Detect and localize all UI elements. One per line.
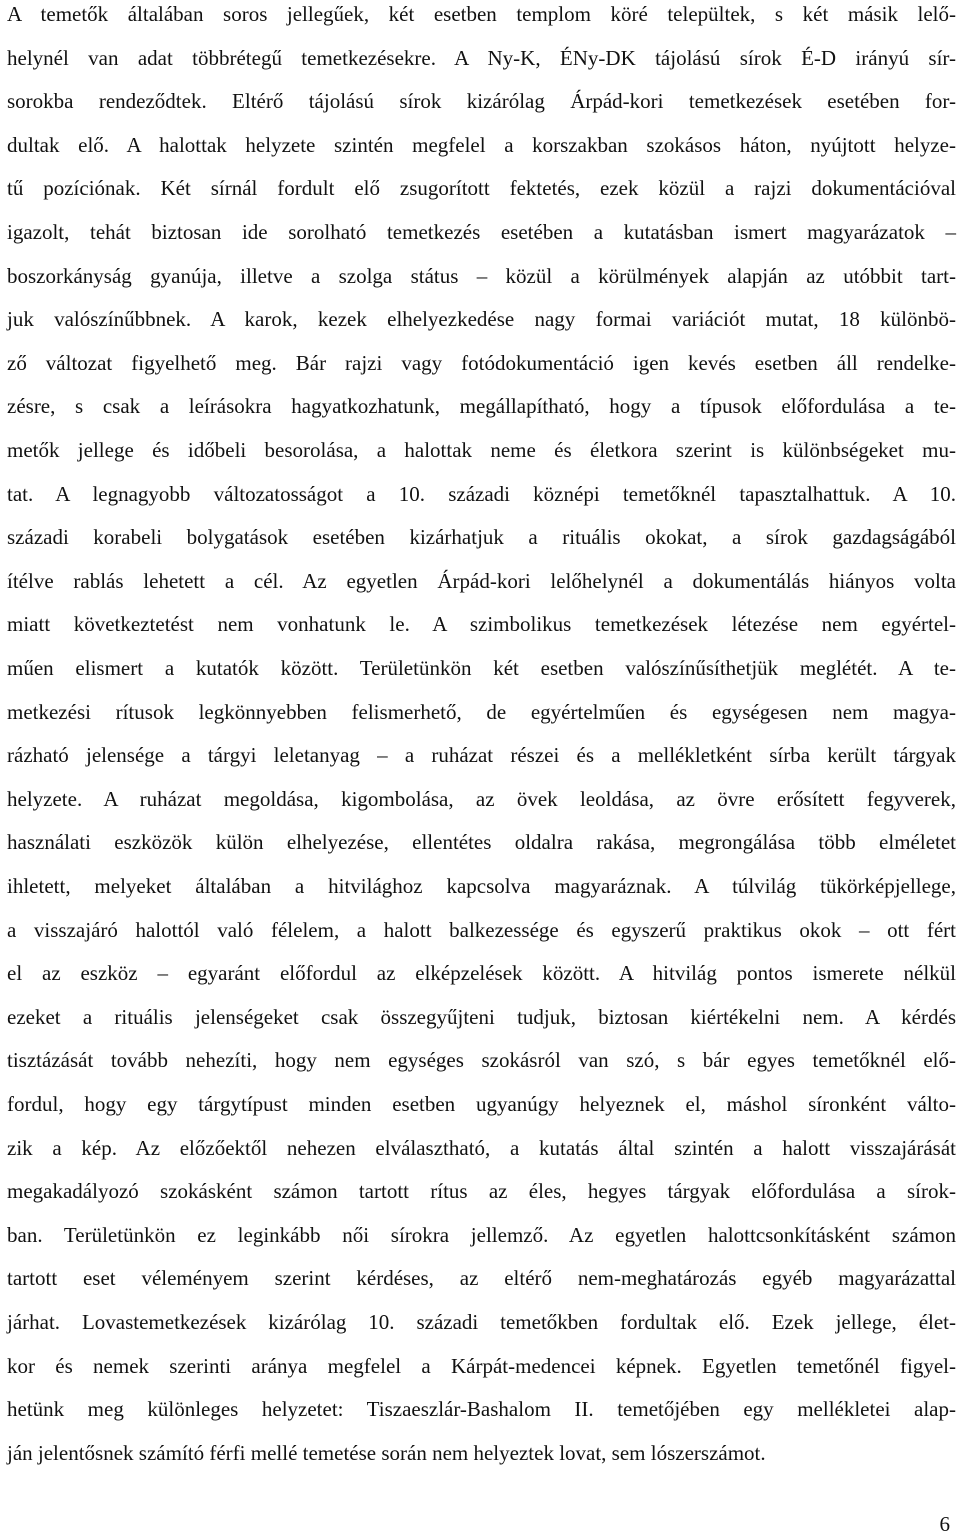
text-line: metkezési rítusok legkönnyebben felismerhető, de egyértelműen és egységesen nem magya- bbox=[7, 699, 956, 724]
text-line: kor és nemek szerinti aránya megfelel a Kárpát-medencei képnek. Egyetlen temetőnél figyel- bbox=[7, 1353, 956, 1378]
text-line: tat. A legnagyobb változatosságot a 10. századi köznépi temetőknél tapasztalhattuk. A 10. bbox=[7, 481, 956, 506]
document-page bbox=[7, 0, 956, 1537]
text-line: A temetők általában soros jellegűek, két esetben templom köré települtek, s két másik lelő- bbox=[7, 2, 956, 26]
text-line: boszorkányság gyanúja, illetve a szolga státus – közül a körülmények alapján az utóbbit tart- bbox=[7, 263, 956, 288]
text-line: századi korabeli bolygatások esetében kizárhatjuk a rituális okokat, a sírok gazdagságából bbox=[7, 525, 956, 550]
text-line: tisztázását tovább nehezíti, hogy nem egységes szokásról van szó, s bár egyes temetőknél elő- bbox=[7, 1048, 956, 1073]
text-line: sorokba rendeződtek. Eltérő tájolású sírok kizárólag Árpád-kori temetkezések esetében for- bbox=[7, 89, 956, 114]
text-line: tartott eset véleményem szerint kérdéses, az eltérő nem-meghatározás egyéb magyarázattal bbox=[7, 1266, 956, 1291]
text-line: a visszajáró halottól való félelem, a halott balkezessége és egyszerű praktikus okok – ott fért bbox=[7, 917, 956, 942]
text-line: zésre, s csak a leírásokra hagyatkozhatunk, megállapítható, hogy a típusok előfordulása a te- bbox=[7, 394, 956, 419]
text-line: megakadályozó szokásként számon tartott rítus az éles, hegyes tárgyak előfordulása a sírok- bbox=[7, 1179, 956, 1204]
text-line: ján jelentősnek számító férfi mellé temetése során nem helyeztek lovat, sem lószerszámot. bbox=[7, 1440, 766, 1465]
text-line: ítélve rablás lehetett a cél. Az egyetlen Árpád-kori lelőhelynél a dokumentálás hiányos volta bbox=[7, 568, 956, 593]
text-line: helyzete. A ruházat megoldása, kigombolása, az övek leoldása, az övre erősített fegyverek, bbox=[7, 786, 956, 811]
text-line: fordul, hogy egy tárgytípust minden esetben ugyanúgy helyeznek el, máshol síronként válto- bbox=[7, 1092, 956, 1116]
text-line: metők jellege és időbeli besorolása, a halottak neme és életkora szerint is különbségeket mu- bbox=[7, 438, 956, 462]
text-line: ző változat figyelhető meg. Bár rajzi vagy fotódokumentáció igen kevés esetben áll rendelke- bbox=[7, 350, 956, 375]
text-line: el az eszköz – egyaránt előfordul az elképzelések között. A hitvilág pontos ismerete nélkül bbox=[7, 961, 956, 986]
text-line: ezeket a rituális jelenségeket csak összegyűjteni tudjuk, biztosan kiértékelni nem. A kérdés bbox=[7, 1004, 956, 1029]
text-line: járhat. Lovastemetkezések kizárólag 10. századi temetőkben fordultak elő. Ezek jellege, élet- bbox=[7, 1310, 956, 1334]
text-line: hetünk meg különleges helyzetet: Tiszaeszlár-Bashalom II. temetőjében egy mellékletei alap- bbox=[7, 1397, 956, 1422]
text-line: miatt következtetést nem vonhatunk le. A szimbolikus temetkezések létezése nem egyértel- bbox=[7, 612, 956, 637]
text-line: ihletett, melyeket általában a hitvilághoz kapcsolva magyaráznak. A túlvilág tükörképjellege, bbox=[7, 874, 956, 898]
page-number: 6 bbox=[939, 1512, 950, 1536]
text-line: juk valószínűbbnek. A karok, kezek elhelyezkedése nagy formai variációt mutat, 18 különbö- bbox=[7, 307, 956, 332]
text-line: tű pozíciónak. Két sírnál fordult elő zsugorított fektetés, ezek közül a rajzi dokumentációval bbox=[7, 176, 956, 201]
text-line: használati eszközök külön elhelyezése, ellentétes oldalra rakása, megrongálása több elméletet bbox=[7, 830, 956, 855]
text-line: rázható jelensége a tárgyi leletanyag – a ruházat részei és a mellékletként sírba került tárgyak bbox=[7, 743, 956, 768]
text-line: műen elismert a kutatók között. Területünkön két esetben valószínűsíthetjük meglétét. A te- bbox=[7, 656, 956, 680]
text-line: zik a kép. Az előzőektől nehezen elválasztható, a kutatás által szintén a halott visszajárását bbox=[7, 1135, 956, 1160]
text-line: ban. Területünkön ez leginkább női sírokra jellemző. Az egyetlen halottcsonkításként számon bbox=[7, 1222, 956, 1247]
text-line: helynél van adat többrétegű temetkezésekre. A Ny-K, ÉNy-DK tájolású sírok É-D irányú sír- bbox=[7, 45, 956, 70]
text-line: igazolt, tehát biztosan ide sorolható temetkezés esetében a kutatásban ismert magyarázatok – bbox=[7, 220, 956, 244]
text-line: dultak elő. A halottak helyzete szintén megfelel a korszakban szokásos háton, nyújtott helyze- bbox=[7, 132, 956, 157]
